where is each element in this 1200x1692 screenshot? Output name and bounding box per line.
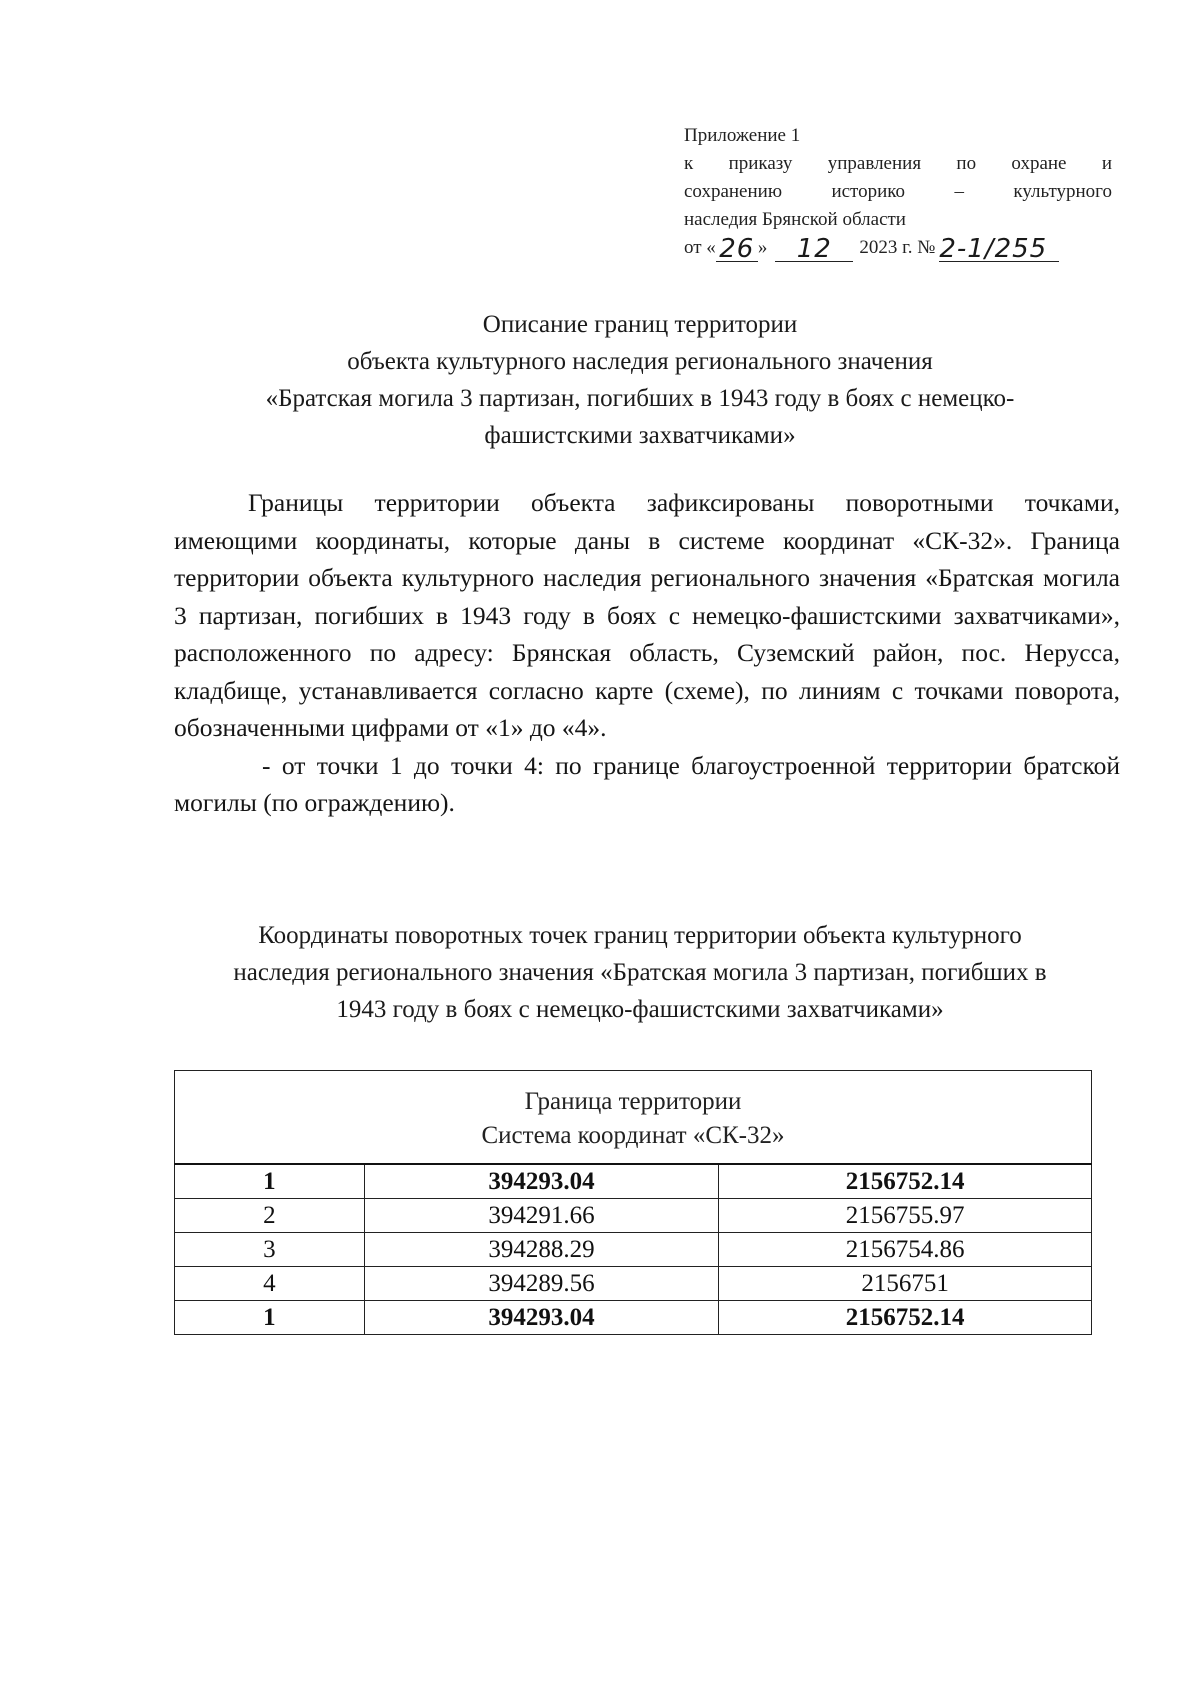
- table-row: [175, 1233, 1092, 1267]
- coordinates-heading-line-1: Координаты поворотных точек границ территории объекта культурного: [258, 922, 1022, 949]
- y-coordinate-cell: 2156755.97: [719, 1199, 1092, 1233]
- handwritten-number-field: [939, 234, 1059, 264]
- y-coordinate-cell: 2156752.14: [719, 1164, 1092, 1199]
- title-line-4: фашистскими захватчиками»: [484, 422, 796, 449]
- x-coordinate-cell: 394291.66: [364, 1199, 719, 1233]
- table-header-row: [175, 1071, 1092, 1165]
- document-title: [160, 306, 1120, 454]
- order-date-number-line: [684, 234, 1112, 262]
- x-coordinate-cell: 394289.56: [364, 1267, 719, 1301]
- table-row: [175, 1301, 1092, 1335]
- x-coordinate-cell: 394293.04: [364, 1301, 719, 1335]
- y-coordinate-cell: 2156752.14: [719, 1301, 1092, 1335]
- y-coordinate-cell: 2156754.86: [719, 1233, 1092, 1267]
- handwritten-day: 26: [719, 234, 755, 264]
- title-line-2: объекта культурного наследия регионального значения: [347, 348, 933, 375]
- point-number-cell: 1: [175, 1164, 365, 1199]
- document-body: [174, 484, 1120, 822]
- table-row: [175, 1164, 1092, 1199]
- appendix-label: Приложение 1: [684, 125, 801, 146]
- point-number-cell: 4: [175, 1267, 365, 1301]
- coordinates-heading-line-3: 1943 году в боях с немецко-фашистскими захватчиками»: [336, 996, 944, 1023]
- table-header-cell: [175, 1071, 1092, 1165]
- appendix-order-line: к приказу управления по охране и: [684, 153, 1112, 174]
- appendix-region-line: наследия Брянской области: [684, 209, 906, 230]
- body-paragraph-points: - от точки 1 до точки 4: по границе благоустроенной территории братской могилы (по ограждению).: [174, 750, 1120, 817]
- point-number-cell: 3: [175, 1233, 365, 1267]
- title-line-1: Описание границ территории: [482, 311, 798, 338]
- coordinates-table: [174, 1070, 1092, 1335]
- body-paragraph-boundaries: Границы территории объекта зафиксированы поворотными точками, имеющими координаты, которые даны в системе координат «СК-32». Граница территории объекта культурного наследия регионального значения «Братская могила 3 партизан, погибших в 1943 году в боях с немецко-фашистскими захватчиками», расположенного по адресу: Брянская область, Суземский район, пос. Нерусса, кладбище, устанавливается согласно карте (схеме), по линиям с точками поворота, обозначенными цифрами от «1» до «4».: [174, 488, 1120, 742]
- x-coordinate-cell: 394288.29: [364, 1233, 719, 1267]
- appendix-header: [684, 122, 1112, 262]
- point-number-cell: 2: [175, 1199, 365, 1233]
- coordinates-heading: [160, 917, 1120, 1028]
- x-coordinate-cell: 394293.04: [364, 1164, 719, 1199]
- handwritten-order-number: 2-1/255: [939, 234, 1048, 264]
- table-header-line-2: Система координат «СК-32»: [481, 1122, 785, 1149]
- date-prefix: от «: [684, 237, 716, 258]
- table-row: [175, 1199, 1092, 1233]
- title-line-3: «Братская могила 3 партизан, погибших в 1943 году в боях с немецко-: [265, 385, 1015, 412]
- handwritten-month: 12: [796, 234, 832, 264]
- table-header-line-1: Граница территории: [524, 1088, 742, 1115]
- table-row: [175, 1267, 1092, 1301]
- point-number-cell: 1: [175, 1301, 365, 1335]
- handwritten-day-field: [716, 234, 758, 264]
- appendix-preservation-line: сохранению историко – культурного: [684, 181, 1112, 202]
- order-year-text: 2023 г. №: [859, 237, 936, 258]
- handwritten-month-field: [775, 234, 853, 264]
- coordinates-heading-line-2: наследия регионального значения «Братская могила 3 партизан, погибших в: [233, 959, 1047, 986]
- y-coordinate-cell: 2156751: [719, 1267, 1092, 1301]
- date-mid: »: [757, 237, 768, 258]
